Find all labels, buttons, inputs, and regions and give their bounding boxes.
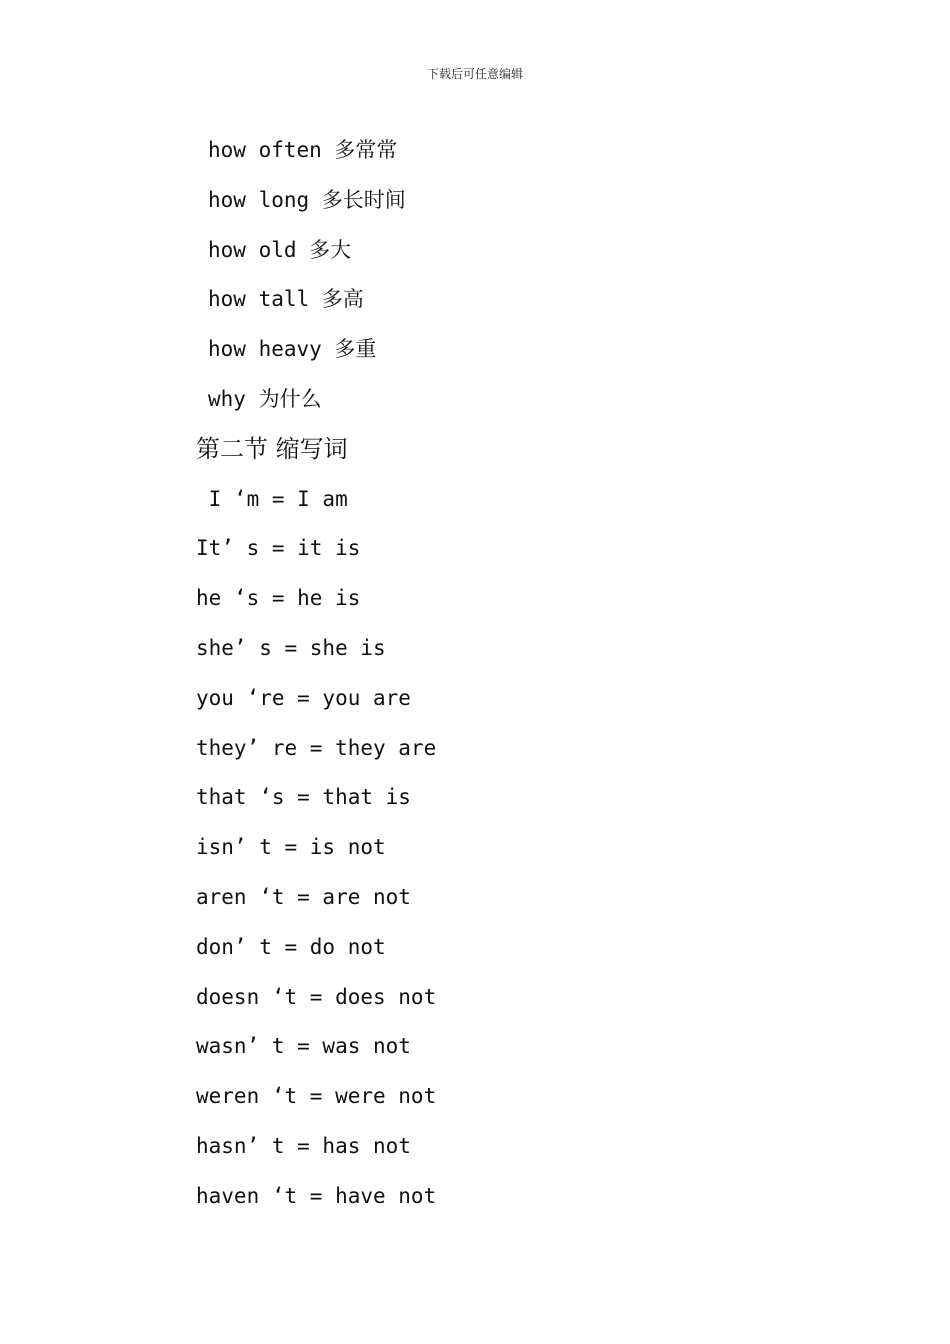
vocab-line-why: why 为什么 bbox=[208, 386, 322, 411]
contraction-line-she-is: she’ s = she is bbox=[196, 635, 386, 660]
document-body bbox=[196, 130, 796, 1226]
vocab-line-how-heavy: how heavy 多重 bbox=[208, 337, 377, 362]
vocab-line-how-often: how often 多常常 bbox=[208, 138, 398, 162]
vocab-line-how-old: how old 多大 bbox=[208, 237, 352, 262]
section-title: 第二节 缩写词 bbox=[196, 434, 348, 463]
contraction-line-were-not: weren ‘t = were not bbox=[196, 1084, 437, 1109]
contraction-line-i-am: I ‘m = I am bbox=[196, 486, 348, 511]
vocab-line-how-long: how long 多长时间 bbox=[208, 187, 406, 212]
contraction-line-is-not: isn’ t = is not bbox=[196, 835, 386, 860]
contraction-line-you-are: you ‘re = you are bbox=[196, 685, 411, 710]
contraction-line-have-not: haven ‘t = have not bbox=[196, 1183, 437, 1208]
contraction-line-that-is: that ‘s = that is bbox=[196, 785, 411, 810]
contraction-line-do-not: don’ t = do not bbox=[196, 934, 386, 959]
page-header: 下载后可任意编辑 bbox=[426, 67, 523, 81]
vocab-line-how-tall: how tall 多高 bbox=[208, 287, 364, 312]
contraction-line-he-is: he ‘s = he is bbox=[196, 586, 361, 611]
contraction-line-are-not: aren ‘t = are not bbox=[196, 884, 411, 909]
contraction-line-was-not: wasn’ t = was not bbox=[196, 1034, 411, 1059]
contraction-line-they-are: they’ re = they are bbox=[196, 735, 437, 760]
contraction-line-has-not: hasn’ t = has not bbox=[196, 1133, 411, 1158]
contraction-line-does-not: doesn ‘t = does not bbox=[196, 984, 437, 1009]
contraction-line-it-is: It’ s = it is bbox=[196, 536, 361, 561]
